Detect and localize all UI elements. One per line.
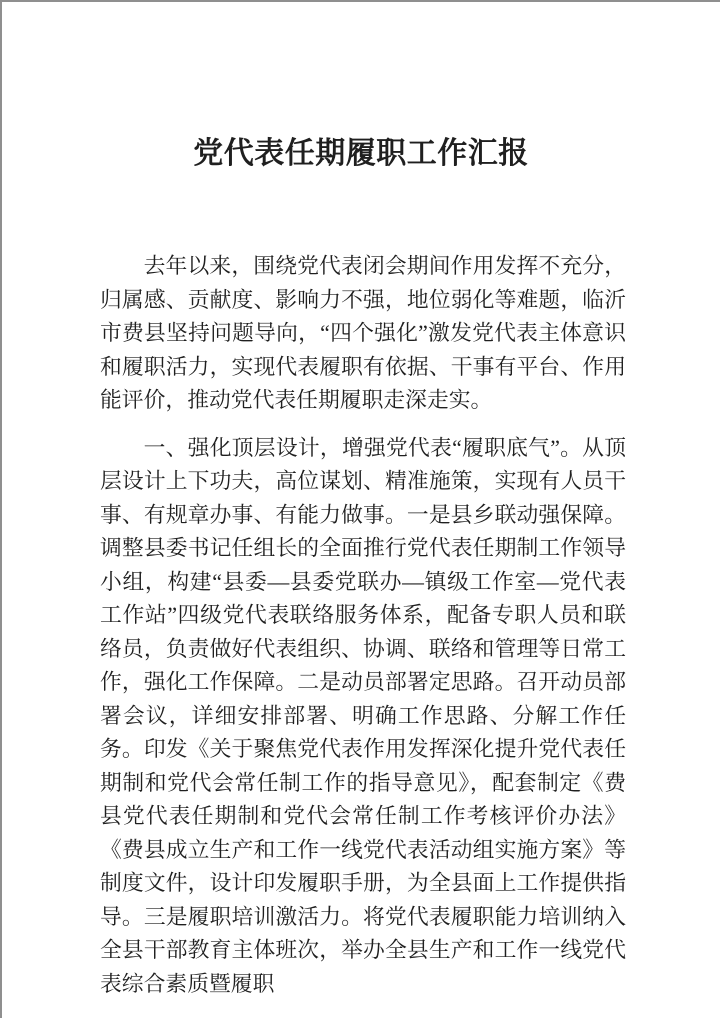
paragraph-section-one: 一、强化顶层设计，增强党代表“履职底气”。从顶层设计上下功夫，高位谋划、精准施策，实现有人员干事、有规章办事、有能力做事。一是县乡联动强保障。调整县委书记任组长的全面推行党代表任期制工作领导小组，构建“县委—县委党联办—镇级工作室—党代表工作站”四级党代表联络服务体系，配备专职人员和联络员，负责做好代表组织、协调、联络和管理等日常工作，强化工作保障。二是动员部署定思路。召开动员部署会议，详细安排部署、明确工作思路、分解工作任务。印发《关于聚焦党代表作用发挥深化提升党代表任期制和党代会常任制工作的指导意见》，配套制定《费县党代表任期制和党代会常任制工作考核评价办法》《费县成立生产和工作一线党代表活动组实施方案》等制度文件，设计印发履职手册，为全县面上工作提供指导。三是履职培训激活力。将党代表履职能力培训纳入全县干部教育主体班次，举办全县生产和工作一线党代表综合素质暨履职 bbox=[100, 435, 626, 996]
document-title: 党代表任期履职工作汇报 bbox=[193, 137, 529, 170]
document-body bbox=[100, 250, 626, 1001]
paragraph-intro: 去年以来，围绕党代表闭会期间作用发挥不充分，归属感、贡献度、影响力不强，地位弱化等难题，临沂市费县坚持问题导向，“四个强化”激发党代表主体意识和履职活力，实现代表履职有依据、干事有平台、作用能评价，推动党代表任期履职走深走实。 bbox=[100, 254, 626, 412]
